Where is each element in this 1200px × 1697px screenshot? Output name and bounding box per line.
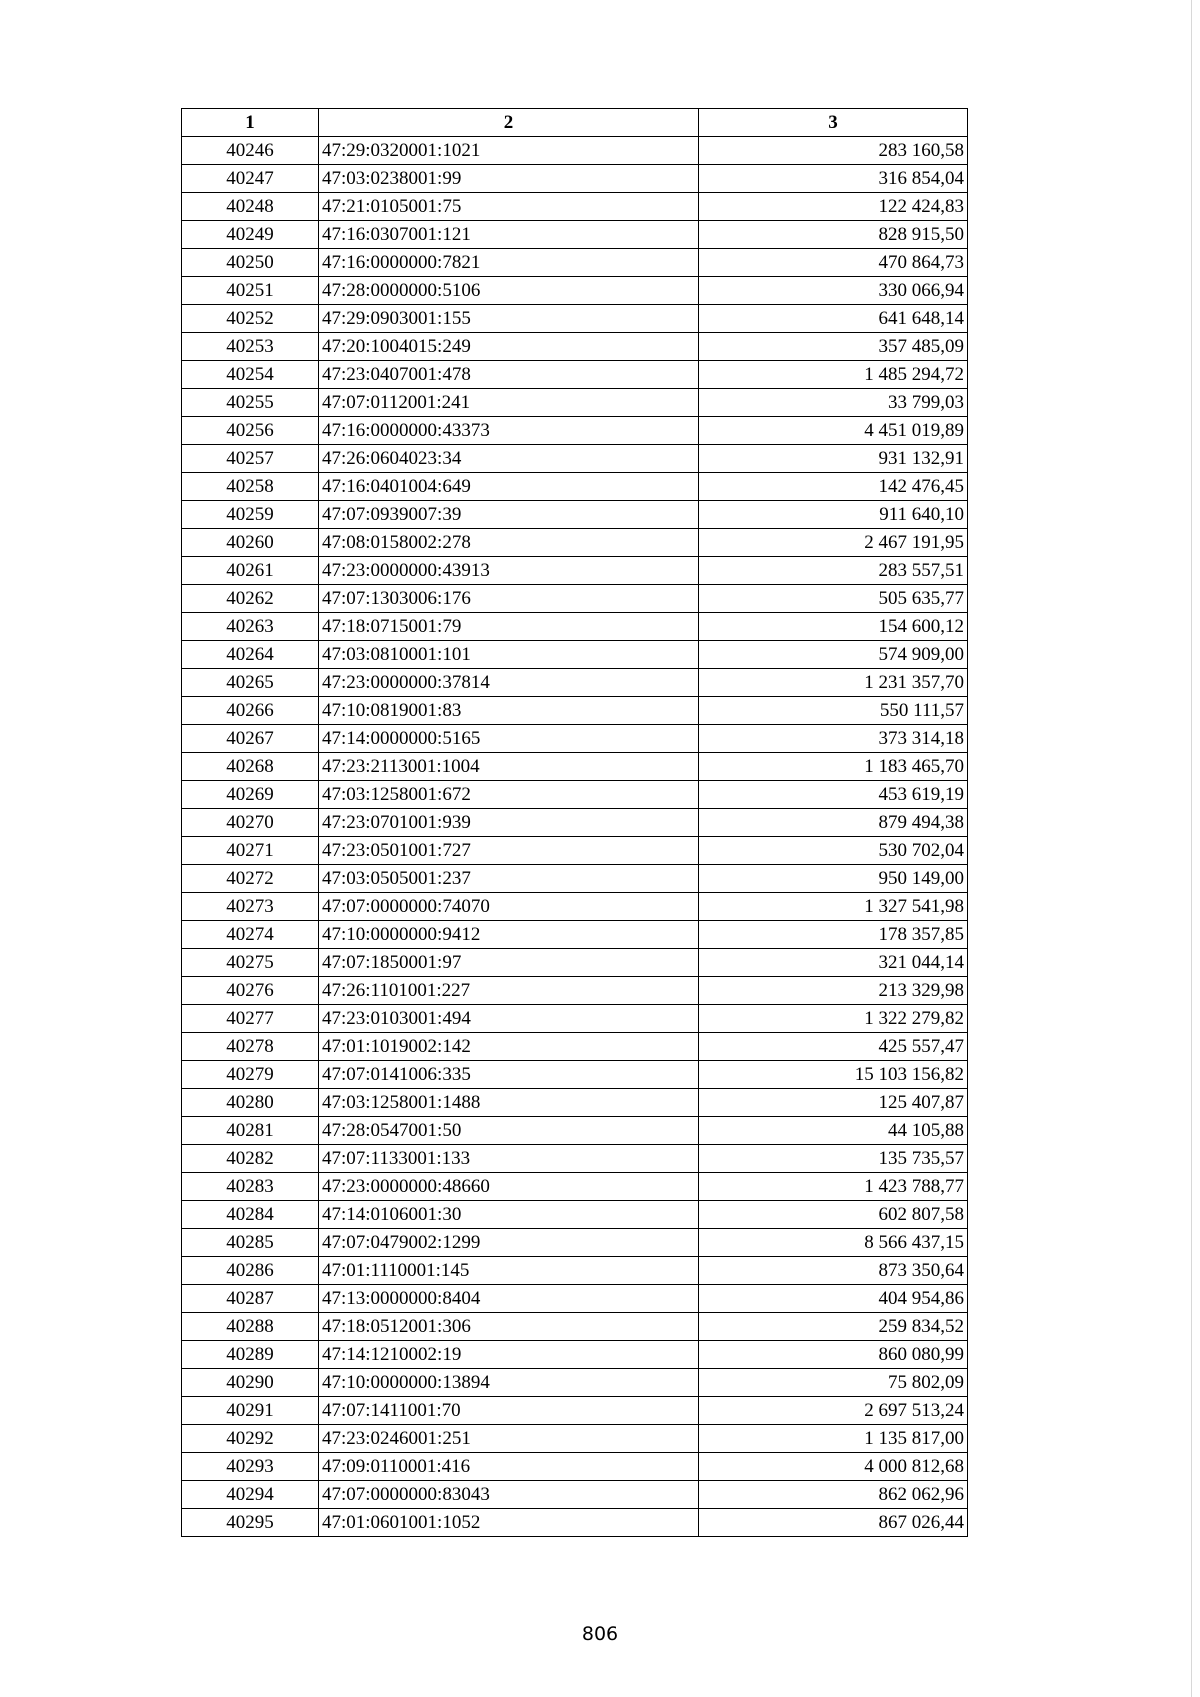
cadastral-number-cell: 47:18:0715001:79	[319, 613, 699, 641]
row-number-cell: 40254	[182, 361, 319, 389]
table-row	[182, 921, 968, 949]
cadastral-number-cell: 47:14:0106001:30	[319, 1201, 699, 1229]
row-number-cell: 40267	[182, 725, 319, 753]
value-cell: 8 566 437,15	[699, 1229, 968, 1257]
cadastral-number-cell: 47:14:1210002:19	[319, 1341, 699, 1369]
value-cell: 357 485,09	[699, 333, 968, 361]
cadastral-number-cell: 47:03:1258001:672	[319, 781, 699, 809]
value-cell: 125 407,87	[699, 1089, 968, 1117]
table-row	[182, 669, 968, 697]
row-number-cell: 40265	[182, 669, 319, 697]
cadastral-number-cell: 47:28:0000000:5106	[319, 277, 699, 305]
value-cell: 4 451 019,89	[699, 417, 968, 445]
table-row	[182, 389, 968, 417]
cadastral-number-cell: 47:07:0112001:241	[319, 389, 699, 417]
cadastral-number-cell: 47:09:0110001:416	[319, 1453, 699, 1481]
cadastral-number-cell: 47:13:0000000:8404	[319, 1285, 699, 1313]
row-number-cell: 40289	[182, 1341, 319, 1369]
cadastral-number-cell: 47:20:1004015:249	[319, 333, 699, 361]
value-cell: 828 915,50	[699, 221, 968, 249]
cadastral-number-cell: 47:03:0238001:99	[319, 165, 699, 193]
cadastral-number-cell: 47:26:0604023:34	[319, 445, 699, 473]
value-cell: 142 476,45	[699, 473, 968, 501]
table-row	[182, 1201, 968, 1229]
value-cell: 911 640,10	[699, 501, 968, 529]
value-cell: 931 132,91	[699, 445, 968, 473]
value-cell: 550 111,57	[699, 697, 968, 725]
value-cell: 4 000 812,68	[699, 1453, 968, 1481]
table-row	[182, 501, 968, 529]
cadastral-number-cell: 47:23:0000000:48660	[319, 1173, 699, 1201]
table-row	[182, 165, 968, 193]
table-row	[182, 725, 968, 753]
value-cell: 574 909,00	[699, 641, 968, 669]
cadastral-number-cell: 47:03:0505001:237	[319, 865, 699, 893]
value-cell: 530 702,04	[699, 837, 968, 865]
table-row	[182, 1313, 968, 1341]
row-number-cell: 40293	[182, 1453, 319, 1481]
row-number-cell: 40258	[182, 473, 319, 501]
row-number-cell: 40256	[182, 417, 319, 445]
table-row	[182, 1425, 968, 1453]
value-cell: 860 080,99	[699, 1341, 968, 1369]
cadastral-number-cell: 47:03:0810001:101	[319, 641, 699, 669]
cadastral-number-cell: 47:07:0000000:83043	[319, 1481, 699, 1509]
table-row	[182, 529, 968, 557]
value-cell: 1 322 279,82	[699, 1005, 968, 1033]
value-cell: 867 026,44	[699, 1509, 968, 1537]
row-number-cell: 40248	[182, 193, 319, 221]
table-row	[182, 753, 968, 781]
row-number-cell: 40269	[182, 781, 319, 809]
table-row	[182, 557, 968, 585]
row-number-cell: 40270	[182, 809, 319, 837]
table-row	[182, 865, 968, 893]
table-header-row	[182, 109, 968, 137]
row-number-cell: 40292	[182, 1425, 319, 1453]
row-number-cell: 40247	[182, 165, 319, 193]
table-row	[182, 1285, 968, 1313]
table-row	[182, 333, 968, 361]
value-cell: 283 160,58	[699, 137, 968, 165]
table-row	[182, 781, 968, 809]
cadastral-number-cell: 47:23:0701001:939	[319, 809, 699, 837]
table-row	[182, 949, 968, 977]
cadastral-number-cell: 47:23:0407001:478	[319, 361, 699, 389]
value-cell: 178 357,85	[699, 921, 968, 949]
row-number-cell: 40264	[182, 641, 319, 669]
cadastral-number-cell: 47:03:1258001:1488	[319, 1089, 699, 1117]
cadastral-number-cell: 47:07:0141006:335	[319, 1061, 699, 1089]
cadastral-number-cell: 47:07:0479002:1299	[319, 1229, 699, 1257]
table-row	[182, 893, 968, 921]
cadastral-number-cell: 47:16:0000000:43373	[319, 417, 699, 445]
value-cell: 154 600,12	[699, 613, 968, 641]
table-row	[182, 1369, 968, 1397]
row-number-cell: 40263	[182, 613, 319, 641]
column-header-3: 3	[699, 109, 968, 137]
value-cell: 135 735,57	[699, 1145, 968, 1173]
row-number-cell: 40273	[182, 893, 319, 921]
value-cell: 75 802,09	[699, 1369, 968, 1397]
table-row	[182, 1509, 968, 1537]
table-row	[182, 305, 968, 333]
value-cell: 2 697 513,24	[699, 1397, 968, 1425]
value-cell: 873 350,64	[699, 1257, 968, 1285]
cadastral-number-cell: 47:10:0819001:83	[319, 697, 699, 725]
table-row	[182, 249, 968, 277]
value-cell: 213 329,98	[699, 977, 968, 1005]
row-number-cell: 40290	[182, 1369, 319, 1397]
row-number-cell: 40294	[182, 1481, 319, 1509]
cadastral-number-cell: 47:01:1110001:145	[319, 1257, 699, 1285]
cadastral-number-cell: 47:23:0000000:43913	[319, 557, 699, 585]
cadastral-number-cell: 47:07:1850001:97	[319, 949, 699, 977]
table-row	[182, 1117, 968, 1145]
cadastral-number-cell: 47:28:0547001:50	[319, 1117, 699, 1145]
row-number-cell: 40281	[182, 1117, 319, 1145]
row-number-cell: 40249	[182, 221, 319, 249]
cadastral-number-cell: 47:07:1133001:133	[319, 1145, 699, 1173]
row-number-cell: 40250	[182, 249, 319, 277]
cadastral-number-cell: 47:18:0512001:306	[319, 1313, 699, 1341]
table-row	[182, 809, 968, 837]
value-cell: 330 066,94	[699, 277, 968, 305]
cadastral-number-cell: 47:07:0939007:39	[319, 501, 699, 529]
row-number-cell: 40257	[182, 445, 319, 473]
cadastral-number-cell: 47:23:2113001:1004	[319, 753, 699, 781]
table-row	[182, 1173, 968, 1201]
cadastral-number-cell: 47:29:0320001:1021	[319, 137, 699, 165]
value-cell: 1 135 817,00	[699, 1425, 968, 1453]
row-number-cell: 40282	[182, 1145, 319, 1173]
table-row	[182, 221, 968, 249]
cadastral-number-cell: 47:10:0000000:13894	[319, 1369, 699, 1397]
value-cell: 15 103 156,82	[699, 1061, 968, 1089]
value-cell: 2 467 191,95	[699, 529, 968, 557]
row-number-cell: 40261	[182, 557, 319, 585]
value-cell: 641 648,14	[699, 305, 968, 333]
value-cell: 1 183 465,70	[699, 753, 968, 781]
cadastral-number-cell: 47:10:0000000:9412	[319, 921, 699, 949]
row-number-cell: 40262	[182, 585, 319, 613]
row-number-cell: 40271	[182, 837, 319, 865]
value-cell: 1 423 788,77	[699, 1173, 968, 1201]
value-cell: 879 494,38	[699, 809, 968, 837]
row-number-cell: 40285	[182, 1229, 319, 1257]
table-row	[182, 1257, 968, 1285]
table-row	[182, 1481, 968, 1509]
value-cell: 283 557,51	[699, 557, 968, 585]
table-row	[182, 1453, 968, 1481]
value-cell: 862 062,96	[699, 1481, 968, 1509]
table-row	[182, 445, 968, 473]
table-row	[182, 473, 968, 501]
value-cell: 602 807,58	[699, 1201, 968, 1229]
table-row	[182, 1229, 968, 1257]
row-number-cell: 40274	[182, 921, 319, 949]
cadastral-number-cell: 47:07:0000000:74070	[319, 893, 699, 921]
row-number-cell: 40275	[182, 949, 319, 977]
value-cell: 404 954,86	[699, 1285, 968, 1313]
cadastral-number-cell: 47:07:1303006:176	[319, 585, 699, 613]
row-number-cell: 40295	[182, 1509, 319, 1537]
table-row	[182, 697, 968, 725]
value-cell: 1 485 294,72	[699, 361, 968, 389]
row-number-cell: 40259	[182, 501, 319, 529]
cadastral-number-cell: 47:07:1411001:70	[319, 1397, 699, 1425]
row-number-cell: 40255	[182, 389, 319, 417]
value-cell: 1 327 541,98	[699, 893, 968, 921]
cadastral-number-cell: 47:26:1101001:227	[319, 977, 699, 1005]
column-header-2: 2	[319, 109, 699, 137]
cadastral-number-cell: 47:23:0000000:37814	[319, 669, 699, 697]
table-body	[182, 137, 968, 1537]
value-cell: 259 834,52	[699, 1313, 968, 1341]
value-cell: 425 557,47	[699, 1033, 968, 1061]
cadastral-number-cell: 47:14:0000000:5165	[319, 725, 699, 753]
table-row	[182, 277, 968, 305]
row-number-cell: 40291	[182, 1397, 319, 1425]
cadastral-number-cell: 47:23:0246001:251	[319, 1425, 699, 1453]
cadastral-number-cell: 47:29:0903001:155	[319, 305, 699, 333]
cadastral-value-table	[181, 108, 968, 1537]
cadastral-number-cell: 47:16:0000000:7821	[319, 249, 699, 277]
row-number-cell: 40280	[182, 1089, 319, 1117]
column-header-1: 1	[182, 109, 319, 137]
value-cell: 470 864,73	[699, 249, 968, 277]
cadastral-number-cell: 47:23:0103001:494	[319, 1005, 699, 1033]
row-number-cell: 40276	[182, 977, 319, 1005]
cadastral-number-cell: 47:16:0401004:649	[319, 473, 699, 501]
cadastral-number-cell: 47:01:1019002:142	[319, 1033, 699, 1061]
row-number-cell: 40253	[182, 333, 319, 361]
table-row	[182, 361, 968, 389]
row-number-cell: 40279	[182, 1061, 319, 1089]
value-cell: 316 854,04	[699, 165, 968, 193]
row-number-cell: 40287	[182, 1285, 319, 1313]
row-number-cell: 40283	[182, 1173, 319, 1201]
table-row	[182, 193, 968, 221]
row-number-cell: 40268	[182, 753, 319, 781]
table-row	[182, 977, 968, 1005]
row-number-cell: 40252	[182, 305, 319, 333]
table-row	[182, 837, 968, 865]
page-edge-divider	[1191, 0, 1192, 1697]
value-cell: 44 105,88	[699, 1117, 968, 1145]
cadastral-number-cell: 47:23:0501001:727	[319, 837, 699, 865]
value-cell: 321 044,14	[699, 949, 968, 977]
row-number-cell: 40260	[182, 529, 319, 557]
cadastral-number-cell: 47:16:0307001:121	[319, 221, 699, 249]
row-number-cell: 40277	[182, 1005, 319, 1033]
row-number-cell: 40284	[182, 1201, 319, 1229]
value-cell: 33 799,03	[699, 389, 968, 417]
table-row	[182, 613, 968, 641]
value-cell: 373 314,18	[699, 725, 968, 753]
row-number-cell: 40286	[182, 1257, 319, 1285]
row-number-cell: 40288	[182, 1313, 319, 1341]
value-cell: 1 231 357,70	[699, 669, 968, 697]
value-cell: 122 424,83	[699, 193, 968, 221]
table-row	[182, 1033, 968, 1061]
row-number-cell: 40278	[182, 1033, 319, 1061]
value-cell: 453 619,19	[699, 781, 968, 809]
table-row	[182, 1061, 968, 1089]
row-number-cell: 40246	[182, 137, 319, 165]
row-number-cell: 40272	[182, 865, 319, 893]
table-row	[182, 1145, 968, 1173]
table-row	[182, 1341, 968, 1369]
table-row	[182, 641, 968, 669]
table-row	[182, 417, 968, 445]
value-cell: 950 149,00	[699, 865, 968, 893]
row-number-cell: 40251	[182, 277, 319, 305]
table-row	[182, 1005, 968, 1033]
value-cell: 505 635,77	[699, 585, 968, 613]
cadastral-number-cell: 47:08:0158002:278	[319, 529, 699, 557]
page-number: 806	[581, 1623, 619, 1645]
table-row	[182, 137, 968, 165]
cadastral-number-cell: 47:21:0105001:75	[319, 193, 699, 221]
table-row	[182, 1089, 968, 1117]
cadastral-number-cell: 47:01:0601001:1052	[319, 1509, 699, 1537]
row-number-cell: 40266	[182, 697, 319, 725]
table-row	[182, 1397, 968, 1425]
table-row	[182, 585, 968, 613]
